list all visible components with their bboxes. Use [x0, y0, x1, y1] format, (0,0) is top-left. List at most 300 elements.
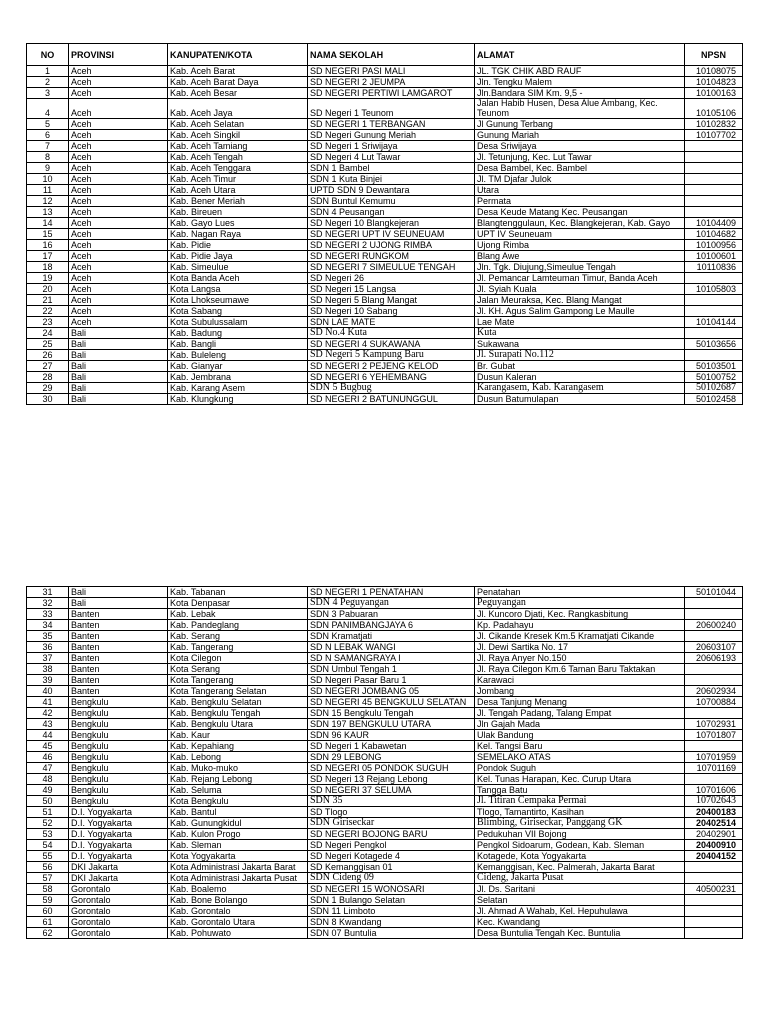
cell-kab: Kota Tangerang — [168, 675, 308, 686]
cell-npsn: 10105106 — [685, 99, 743, 119]
cell-alamat: Desa Keude Matang Kec. Peusangan — [475, 207, 685, 218]
cell-alamat: Kp. Padahayu — [475, 620, 685, 631]
cell-no: 60 — [27, 906, 69, 917]
table-row — [27, 730, 743, 741]
cell-kab: Kab. Bone Bolango — [168, 895, 308, 906]
cell-alamat: Kemanggisan, Kec. Palmerah, Jakarta Barat — [475, 862, 685, 873]
table-row — [27, 295, 743, 306]
cell-provinsi: D.I. Yogyakarta — [69, 829, 168, 840]
cell-alamat: Karangasem, Kab. Karangasem — [475, 383, 685, 394]
table-row — [27, 642, 743, 653]
cell-nama: SDN Buntul Kemumu — [308, 196, 475, 207]
cell-no: 19 — [27, 273, 69, 284]
cell-nama: SDN 4 Peguyangan — [308, 598, 475, 609]
cell-alamat: Blang Awe — [475, 251, 685, 262]
cell-kab: Kab. Gorontalo — [168, 906, 308, 917]
cell-provinsi: Banten — [69, 631, 168, 642]
cell-nama: SDN 29 LEBONG — [308, 752, 475, 763]
cell-provinsi: D.I. Yogyakarta — [69, 818, 168, 829]
cell-npsn: 10701169 — [685, 763, 743, 774]
table-row — [27, 785, 743, 796]
cell-kab: Kab. Aceh Selatan — [168, 119, 308, 130]
table-row — [27, 829, 743, 840]
cell-kab: Kab. Kulon Progo — [168, 829, 308, 840]
cell-nama: SD NEGERI 45 BENGKULU SELATAN — [308, 697, 475, 708]
cell-no: 36 — [27, 642, 69, 653]
table-row — [27, 895, 743, 906]
table-row — [27, 675, 743, 686]
table-row — [27, 620, 743, 631]
header-provinsi: PROVINSI — [69, 44, 168, 66]
cell-alamat: Jl. Kuncoro Djati, Kec. Rangkasbitung — [475, 609, 685, 620]
cell-kab: Kab. Klungkung — [168, 394, 308, 405]
cell-npsn: 50101044 — [685, 587, 743, 598]
cell-no: 28 — [27, 372, 69, 383]
cell-provinsi: Banten — [69, 653, 168, 664]
cell-alamat: Jl. Tetunjung, Kec. Lut Tawar — [475, 152, 685, 163]
table-row — [27, 66, 743, 77]
school-table-part-1 — [26, 43, 743, 405]
cell-no: 15 — [27, 229, 69, 240]
cell-nama: SD Tlogo — [308, 807, 475, 818]
cell-provinsi: Bali — [69, 598, 168, 609]
cell-provinsi: Bengkulu — [69, 785, 168, 796]
table-row — [27, 851, 743, 862]
table-row — [27, 587, 743, 598]
cell-npsn — [685, 708, 743, 719]
cell-provinsi: Bali — [69, 328, 168, 339]
cell-npsn — [685, 598, 743, 609]
cell-provinsi: Aceh — [69, 66, 168, 77]
cell-nama: SDN 5 Bugbug — [308, 383, 475, 394]
table-row — [27, 906, 743, 917]
table-row — [27, 196, 743, 207]
cell-no: 61 — [27, 917, 69, 928]
cell-provinsi: Banten — [69, 642, 168, 653]
cell-alamat: Jl. Titiran Cempaka Permai — [475, 796, 685, 807]
cell-provinsi: Bengkulu — [69, 796, 168, 807]
cell-alamat: Cideng, Jakarta Pusat — [475, 873, 685, 884]
cell-npsn: 20404152 — [685, 851, 743, 862]
cell-npsn: 10701606 — [685, 785, 743, 796]
table-row — [27, 840, 743, 851]
cell-no: 48 — [27, 774, 69, 785]
cell-alamat: Karawaci — [475, 675, 685, 686]
cell-nama: SD NEGERI 2 BATUNUNGGUL — [308, 394, 475, 405]
table-row — [27, 631, 743, 642]
cell-no: 24 — [27, 328, 69, 339]
cell-kab: Kab. Bireuen — [168, 207, 308, 218]
cell-alamat: Kuta — [475, 328, 685, 339]
table-row — [27, 697, 743, 708]
cell-kab: Kab. Muko-muko — [168, 763, 308, 774]
table-row — [27, 273, 743, 284]
cell-provinsi: Bengkulu — [69, 697, 168, 708]
cell-provinsi: DKI Jakarta — [69, 862, 168, 873]
cell-alamat: Jl. TM Djafar Julok — [475, 174, 685, 185]
cell-no: 58 — [27, 884, 69, 895]
cell-kab: Kab. Bengkulu Tengah — [168, 708, 308, 719]
cell-no: 49 — [27, 785, 69, 796]
cell-npsn — [685, 196, 743, 207]
cell-alamat: Jl. Cikande Kresek Km.5 Kramatjati Cikande — [475, 631, 685, 642]
cell-kab: Kab. Aceh Singkil — [168, 130, 308, 141]
cell-kab: Kab. Pidie — [168, 240, 308, 251]
cell-alamat: Jl. Syiah Kuala — [475, 284, 685, 295]
cell-alamat: Peguyangan — [475, 598, 685, 609]
cell-npsn: 10104823 — [685, 77, 743, 88]
cell-provinsi: Bali — [69, 339, 168, 350]
cell-npsn: 20402514 — [685, 818, 743, 829]
school-table-part-2 — [26, 586, 743, 939]
table-row — [27, 163, 743, 174]
cell-nama: SDN Kramatjati — [308, 631, 475, 642]
cell-npsn: 10100956 — [685, 240, 743, 251]
cell-kab: Kab. Bangli — [168, 339, 308, 350]
cell-npsn — [685, 141, 743, 152]
cell-alamat: Ujong Rimba — [475, 240, 685, 251]
cell-no: 27 — [27, 361, 69, 372]
table-row — [27, 185, 743, 196]
cell-alamat: Jl. Raya Anyer No.150 — [475, 653, 685, 664]
table-row — [27, 328, 743, 339]
cell-provinsi: DKI Jakarta — [69, 873, 168, 884]
cell-npsn: 20402901 — [685, 829, 743, 840]
cell-alamat: Blimbing, Giriseckar, Panggang GK — [475, 818, 685, 829]
table-row — [27, 218, 743, 229]
cell-alamat: Jl. Surapati No.112 — [475, 350, 685, 361]
cell-kab: Kota Denpasar — [168, 598, 308, 609]
cell-no: 1 — [27, 66, 69, 77]
cell-no: 25 — [27, 339, 69, 350]
cell-no: 10 — [27, 174, 69, 185]
cell-kab: Kab. Nagan Raya — [168, 229, 308, 240]
cell-no: 62 — [27, 928, 69, 939]
cell-provinsi: Aceh — [69, 163, 168, 174]
cell-nama: SD NEGERI BOJONG BARU — [308, 829, 475, 840]
cell-npsn: 20400183 — [685, 807, 743, 818]
header-nama: NAMA SEKOLAH — [308, 44, 475, 66]
cell-nama: SD N SAMANGRAYA I — [308, 653, 475, 664]
cell-nama: SD Negeri 10 Sabang — [308, 306, 475, 317]
cell-provinsi: D.I. Yogyakarta — [69, 840, 168, 851]
cell-npsn — [685, 664, 743, 675]
cell-nama: SD NEGERI 4 SUKAWANA — [308, 339, 475, 350]
cell-alamat: Desa Buntulia Tengah Kec. Buntulia — [475, 928, 685, 939]
table-row — [27, 928, 743, 939]
table-row — [27, 262, 743, 273]
cell-alamat: Kel. Tunas Harapan, Kec. Curup Utara — [475, 774, 685, 785]
cell-no: 59 — [27, 895, 69, 906]
cell-npsn: 20602934 — [685, 686, 743, 697]
table-row — [27, 862, 743, 873]
cell-provinsi: Gorontalo — [69, 906, 168, 917]
table-row — [27, 741, 743, 752]
cell-kab: Kab. Pidie Jaya — [168, 251, 308, 262]
table-row — [27, 719, 743, 730]
cell-npsn: 10110836 — [685, 262, 743, 273]
table-row — [27, 240, 743, 251]
cell-provinsi: Aceh — [69, 240, 168, 251]
cell-no: 51 — [27, 807, 69, 818]
table-row — [27, 873, 743, 884]
cell-kab: Kab. Sleman — [168, 840, 308, 851]
cell-npsn — [685, 163, 743, 174]
cell-npsn — [685, 906, 743, 917]
cell-nama: SD N LEBAK WANGI — [308, 642, 475, 653]
cell-alamat: Jl. Raya Cilegon Km.6 Taman Baru Taktakan — [475, 664, 685, 675]
cell-kab: Kab. Gayo Lues — [168, 218, 308, 229]
cell-no: 56 — [27, 862, 69, 873]
table-row — [27, 807, 743, 818]
cell-nama: SDN 11 Limboto — [308, 906, 475, 917]
cell-nama: SD NEGERI 2 PEJENG KELOD — [308, 361, 475, 372]
cell-provinsi: Bengkulu — [69, 741, 168, 752]
cell-no: 22 — [27, 306, 69, 317]
cell-no: 34 — [27, 620, 69, 631]
cell-npsn: 10701959 — [685, 752, 743, 763]
cell-nama: SD NEGERI RUNGKOM — [308, 251, 475, 262]
cell-npsn: 10100601 — [685, 251, 743, 262]
cell-nama: SDN Cideng 09 — [308, 873, 475, 884]
cell-nama: SD Negeri 10 Blangkejeran — [308, 218, 475, 229]
cell-kab: Kab. Lebong — [168, 752, 308, 763]
cell-nama: SDN 8 Kwandang — [308, 917, 475, 928]
cell-kab: Kota Cilegon — [168, 653, 308, 664]
cell-alamat: Kotagede, Kota Yogyakarta — [475, 851, 685, 862]
cell-provinsi: Bengkulu — [69, 763, 168, 774]
table-row — [27, 317, 743, 328]
cell-no: 7 — [27, 141, 69, 152]
cell-alamat: Penatahan — [475, 587, 685, 598]
cell-npsn — [685, 174, 743, 185]
table-row — [27, 152, 743, 163]
cell-kab: Kab. Badung — [168, 328, 308, 339]
cell-kab: Kab. Aceh Tenggara — [168, 163, 308, 174]
cell-kab: Kab. Karang Asem — [168, 383, 308, 394]
table-row — [27, 763, 743, 774]
cell-npsn — [685, 862, 743, 873]
cell-kab: Kab. Bantul — [168, 807, 308, 818]
cell-nama: SDN 1 Bulango Selatan — [308, 895, 475, 906]
cell-no: 32 — [27, 598, 69, 609]
cell-alamat: Lae Mate — [475, 317, 685, 328]
cell-alamat: Jln. Tengku Malem — [475, 77, 685, 88]
cell-alamat: Kel. Tangsi Baru — [475, 741, 685, 752]
cell-alamat: Ulak Bandung — [475, 730, 685, 741]
cell-kab: Kab. Gorontalo Utara — [168, 917, 308, 928]
cell-npsn: 10702931 — [685, 719, 743, 730]
cell-kab: Kab. Boalemo — [168, 884, 308, 895]
cell-provinsi: Aceh — [69, 207, 168, 218]
cell-kab: Kab. Pohuwato — [168, 928, 308, 939]
cell-alamat: Jombang — [475, 686, 685, 697]
cell-alamat: Desa Sriwijaya — [475, 141, 685, 152]
cell-npsn: 50100752 — [685, 372, 743, 383]
cell-alamat: Blangtenggulaun, Kec. Blangkejeran, Kab. Gayo — [475, 218, 685, 229]
table-row — [27, 818, 743, 829]
cell-nama: SD Negeri Pasar Baru 1 — [308, 675, 475, 686]
cell-alamat: Dusun Batumulapan — [475, 394, 685, 405]
cell-provinsi: Bengkulu — [69, 708, 168, 719]
table-row — [27, 141, 743, 152]
cell-npsn: 50102687 — [685, 383, 743, 394]
cell-provinsi: Bengkulu — [69, 752, 168, 763]
cell-kab: Kota Tangerang Selatan — [168, 686, 308, 697]
cell-nama: SDN Giriseckar — [308, 818, 475, 829]
cell-no: 5 — [27, 119, 69, 130]
cell-nama: SD Negeri 5 Blang Mangat — [308, 295, 475, 306]
cell-provinsi: Aceh — [69, 152, 168, 163]
table-row — [27, 796, 743, 807]
table-row — [27, 174, 743, 185]
cell-nama: SDN 1 Kuta Binjei — [308, 174, 475, 185]
cell-kab: Kab. Gunungkidul — [168, 818, 308, 829]
cell-provinsi: Aceh — [69, 218, 168, 229]
cell-alamat: Tangga Batu — [475, 785, 685, 796]
cell-nama: SD Negeri 5 Kampung Baru — [308, 350, 475, 361]
cell-npsn: 10107702 — [685, 130, 743, 141]
cell-no: 39 — [27, 675, 69, 686]
table-row — [27, 77, 743, 88]
cell-no: 11 — [27, 185, 69, 196]
cell-provinsi: Aceh — [69, 88, 168, 99]
table-row — [27, 653, 743, 664]
header-no: NO — [27, 44, 69, 66]
cell-alamat: Jl Gunung Terbang — [475, 119, 685, 130]
cell-nama: SDN 197 BENGKULU UTARA — [308, 719, 475, 730]
cell-alamat: Desa Bambel, Kec. Bambel — [475, 163, 685, 174]
cell-kab: Kab. Aceh Barat — [168, 66, 308, 77]
cell-npsn: 10104682 — [685, 229, 743, 240]
cell-alamat: Desa Tanjung Menang — [475, 697, 685, 708]
cell-provinsi: Aceh — [69, 130, 168, 141]
cell-npsn — [685, 185, 743, 196]
cell-alamat: UPT IV Seuneuam — [475, 229, 685, 240]
table-row — [27, 383, 743, 394]
cell-provinsi: Aceh — [69, 317, 168, 328]
cell-no: 47 — [27, 763, 69, 774]
header-alamat: ALAMAT — [475, 44, 685, 66]
cell-npsn — [685, 609, 743, 620]
table-row — [27, 251, 743, 262]
cell-nama: SD NEGERI 1 PENATAHAN — [308, 587, 475, 598]
cell-npsn: 20603107 — [685, 642, 743, 653]
table-row — [27, 207, 743, 218]
cell-kab: Kab. Kaur — [168, 730, 308, 741]
table-row — [27, 99, 743, 119]
cell-provinsi: Bali — [69, 350, 168, 361]
cell-no: 41 — [27, 697, 69, 708]
cell-kab: Kab. Bener Meriah — [168, 196, 308, 207]
cell-nama: SD NEGERI UPT IV SEUNEUAM — [308, 229, 475, 240]
cell-no: 14 — [27, 218, 69, 229]
cell-nama: SDN Umbul Tengah 1 — [308, 664, 475, 675]
cell-alamat: SEMELAKO ATAS — [475, 752, 685, 763]
cell-kab: Kab. Buleleng — [168, 350, 308, 361]
cell-no: 54 — [27, 840, 69, 851]
cell-kab: Kab. Aceh Tamiang — [168, 141, 308, 152]
cell-nama: SDN 07 Buntulia — [308, 928, 475, 939]
cell-kab: Kab. Tangerang — [168, 642, 308, 653]
header-npsn: NPSN — [685, 44, 743, 66]
cell-npsn: 10104409 — [685, 218, 743, 229]
cell-provinsi: Aceh — [69, 99, 168, 119]
cell-no: 26 — [27, 350, 69, 361]
cell-no: 29 — [27, 383, 69, 394]
cell-alamat: Pondok Suguh — [475, 763, 685, 774]
cell-no: 17 — [27, 251, 69, 262]
table-row — [27, 229, 743, 240]
cell-provinsi: D.I. Yogyakarta — [69, 807, 168, 818]
cell-provinsi: Aceh — [69, 141, 168, 152]
table-row — [27, 884, 743, 895]
cell-no: 21 — [27, 295, 69, 306]
cell-kab: Kab. Bengkulu Utara — [168, 719, 308, 730]
cell-nama: SD NEGERI JOMBANG 05 — [308, 686, 475, 697]
cell-no: 35 — [27, 631, 69, 642]
cell-provinsi: Gorontalo — [69, 884, 168, 895]
cell-no: 9 — [27, 163, 69, 174]
cell-kab: Kab. Lebak — [168, 609, 308, 620]
cell-nama: SDN 15 Bengkulu Tengah — [308, 708, 475, 719]
cell-nama: SD NEGERI 15 WONOSARI — [308, 884, 475, 895]
cell-no: 30 — [27, 394, 69, 405]
cell-no: 55 — [27, 851, 69, 862]
cell-kab: Kab. Aceh Tengah — [168, 152, 308, 163]
table-row — [27, 598, 743, 609]
cell-kab: Kota Administrasi Jakarta Pusat — [168, 873, 308, 884]
table-row — [27, 284, 743, 295]
cell-no: 18 — [27, 262, 69, 273]
cell-provinsi: Bali — [69, 361, 168, 372]
table-row — [27, 119, 743, 130]
cell-nama: SD Negeri 1 Teunom — [308, 99, 475, 119]
cell-npsn: 50103501 — [685, 361, 743, 372]
cell-npsn — [685, 741, 743, 752]
cell-provinsi: Aceh — [69, 77, 168, 88]
cell-nama: SD NEGERI 2 UJONG RIMBA — [308, 240, 475, 251]
cell-npsn — [685, 152, 743, 163]
cell-kab: Kab. Serang — [168, 631, 308, 642]
cell-no: 45 — [27, 741, 69, 752]
cell-npsn — [685, 306, 743, 317]
cell-kab: Kab. Simeulue — [168, 262, 308, 273]
cell-npsn — [685, 273, 743, 284]
cell-nama: SD Negeri Pengkol — [308, 840, 475, 851]
cell-no: 8 — [27, 152, 69, 163]
cell-provinsi: Bengkulu — [69, 774, 168, 785]
cell-alamat: Utara — [475, 185, 685, 196]
cell-nama: SD Negeri 13 Rejang Lebong — [308, 774, 475, 785]
cell-no: 44 — [27, 730, 69, 741]
cell-npsn: 10104144 — [685, 317, 743, 328]
cell-nama: SD NEGERI 2 JEUMPA — [308, 77, 475, 88]
cell-nama: SD Negeri 26 — [308, 273, 475, 284]
cell-kab: Kab. Jembrana — [168, 372, 308, 383]
cell-provinsi: Aceh — [69, 262, 168, 273]
cell-npsn: 20606193 — [685, 653, 743, 664]
cell-alamat: Jalan Habib Husen, Desa Alue Ambang, Kec. Teunom — [475, 99, 685, 119]
table-row — [27, 306, 743, 317]
cell-kab: Kota Serang — [168, 664, 308, 675]
cell-npsn: 10100163 — [685, 88, 743, 99]
cell-kab: Kota Sabang — [168, 306, 308, 317]
cell-provinsi: Aceh — [69, 251, 168, 262]
cell-npsn: 10105803 — [685, 284, 743, 295]
cell-npsn — [685, 295, 743, 306]
cell-alamat: Jl. Tengah Padang, Talang Empat — [475, 708, 685, 719]
